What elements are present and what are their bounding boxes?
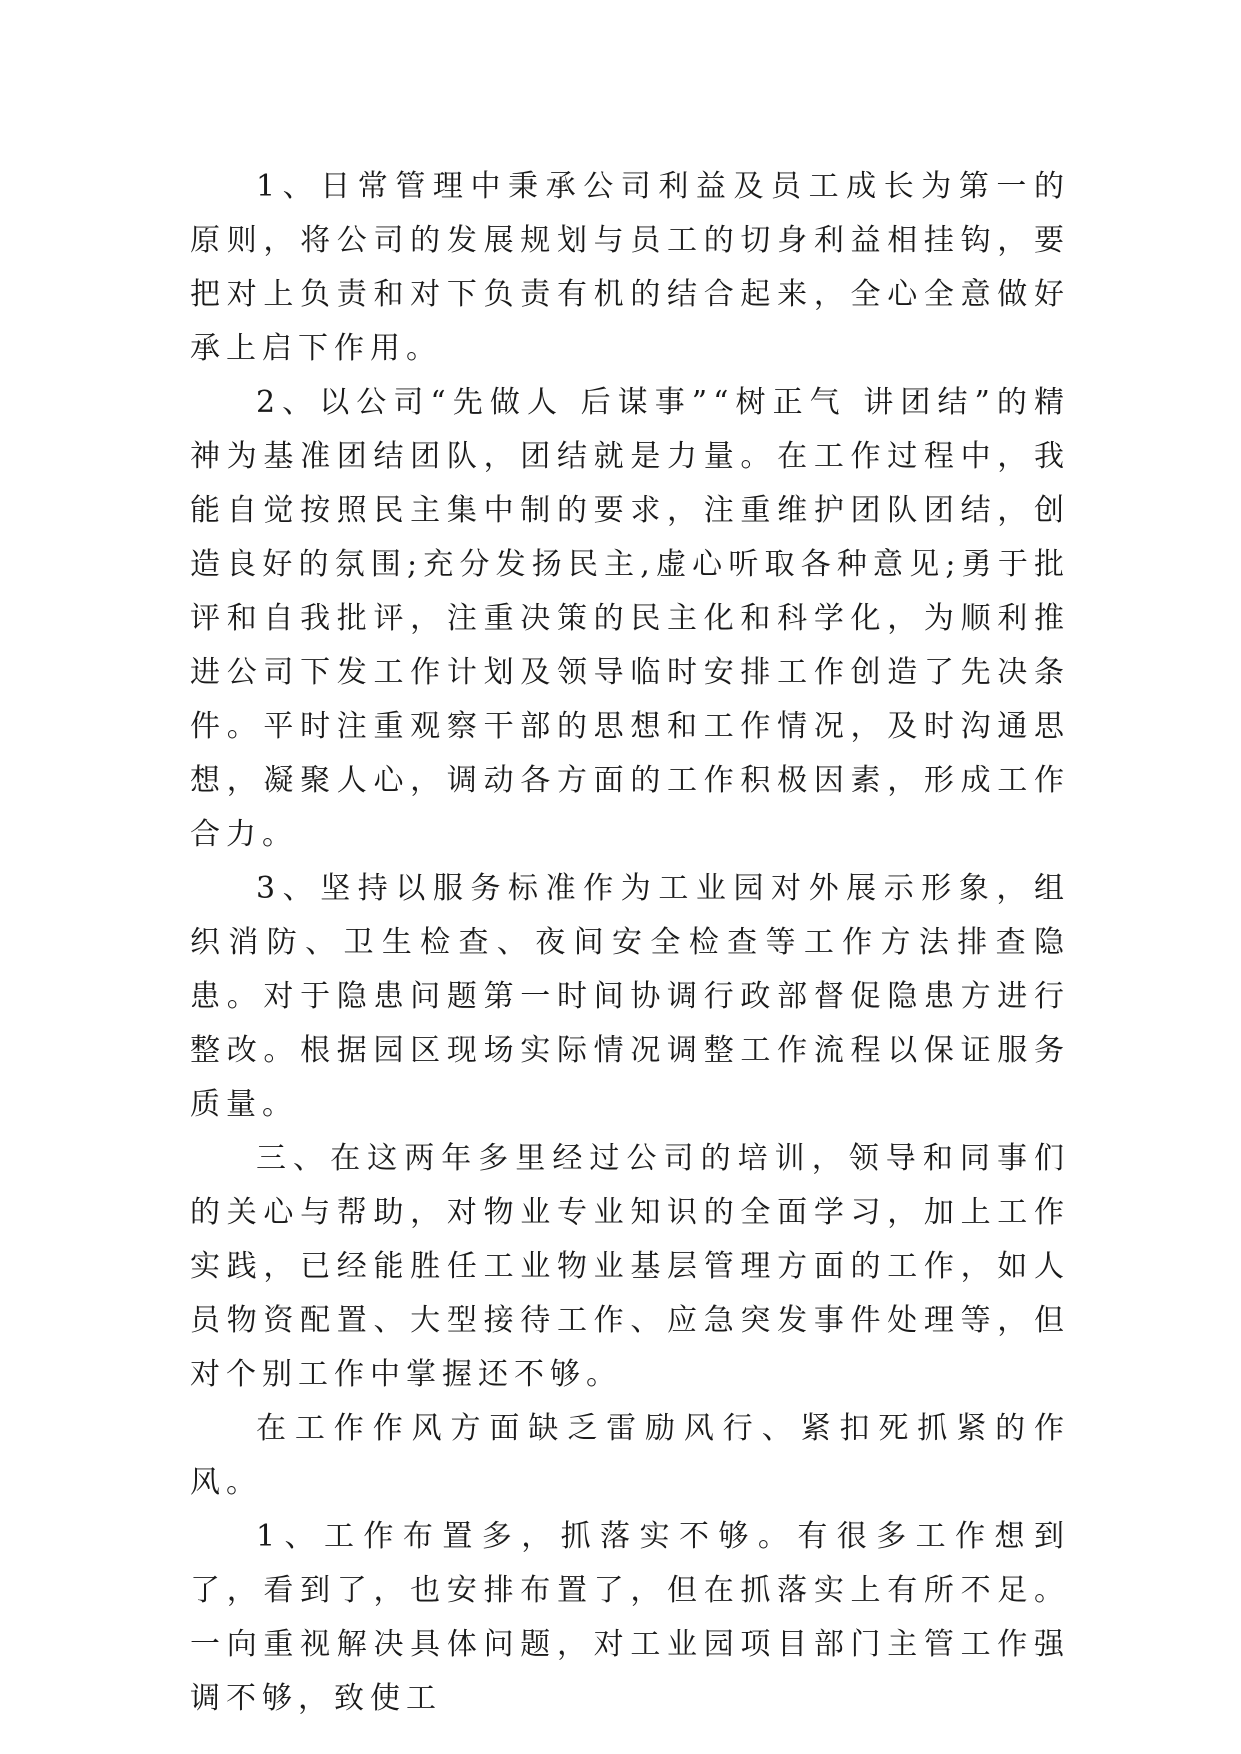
paragraph-5: 在工作作风方面缺乏雷励风行、紧扣死抓紧的作风。 (190, 1411, 1070, 1500)
paragraph-1: 1、日常管理中秉承公司利益及员工成长为第一的原则，将公司的发展规划与员工的切身利益相挂钩，要把对上负责和对下负责有机的结合起来，全心全意做好承上启下作用。 (190, 169, 1070, 366)
paragraph-6: 1、工作布置多，抓落实不够。有很多工作想到了，看到了，也安排布置了，但在抓落实上有所不足。一向重视解决具体问题，对工业园项目部门主管工作强调不够，致使工 (190, 1519, 1070, 1716)
paragraph-2: 2、以公司“先做人 后谋事”“树正气 讲团结”的精神为基准团结团队，团结就是力量。在工作过程中，我能自觉按照民主集中制的要求，注重维护团队团结，创造良好的氛围;充分发扬民主,虚心听取各种意见;勇于批评和自我批评，注重决策的民主化和科学化，为顺利推进公司下发工作计划及领导临时安排工作创造了先决条件。平时注重观察干部的思想和工作情况，及时沟通思想，凝聚人心，调动各方面的工作积极因素，形成工作合力。 (190, 385, 1070, 852)
paragraph-4: 三、在这两年多里经过公司的培训，领导和同事们的关心与帮助，对物业专业知识的全面学习，加上工作实践，已经能胜任工业物业基层管理方面的工作，如人员物资配置、大型接待工作、应急突发事件处理等，但对个别工作中掌握还不够。 (190, 1141, 1070, 1392)
document-body (190, 160, 1070, 1726)
paragraph-3: 3、坚持以服务标准作为工业园对外展示形象，组织消防、卫生检查、夜间安全检查等工作方法排查隐患。对于隐患问题第一时间协调行政部督促隐患方进行整改。根据园区现场实际情况调整工作流程以保证服务质量。 (190, 871, 1070, 1122)
